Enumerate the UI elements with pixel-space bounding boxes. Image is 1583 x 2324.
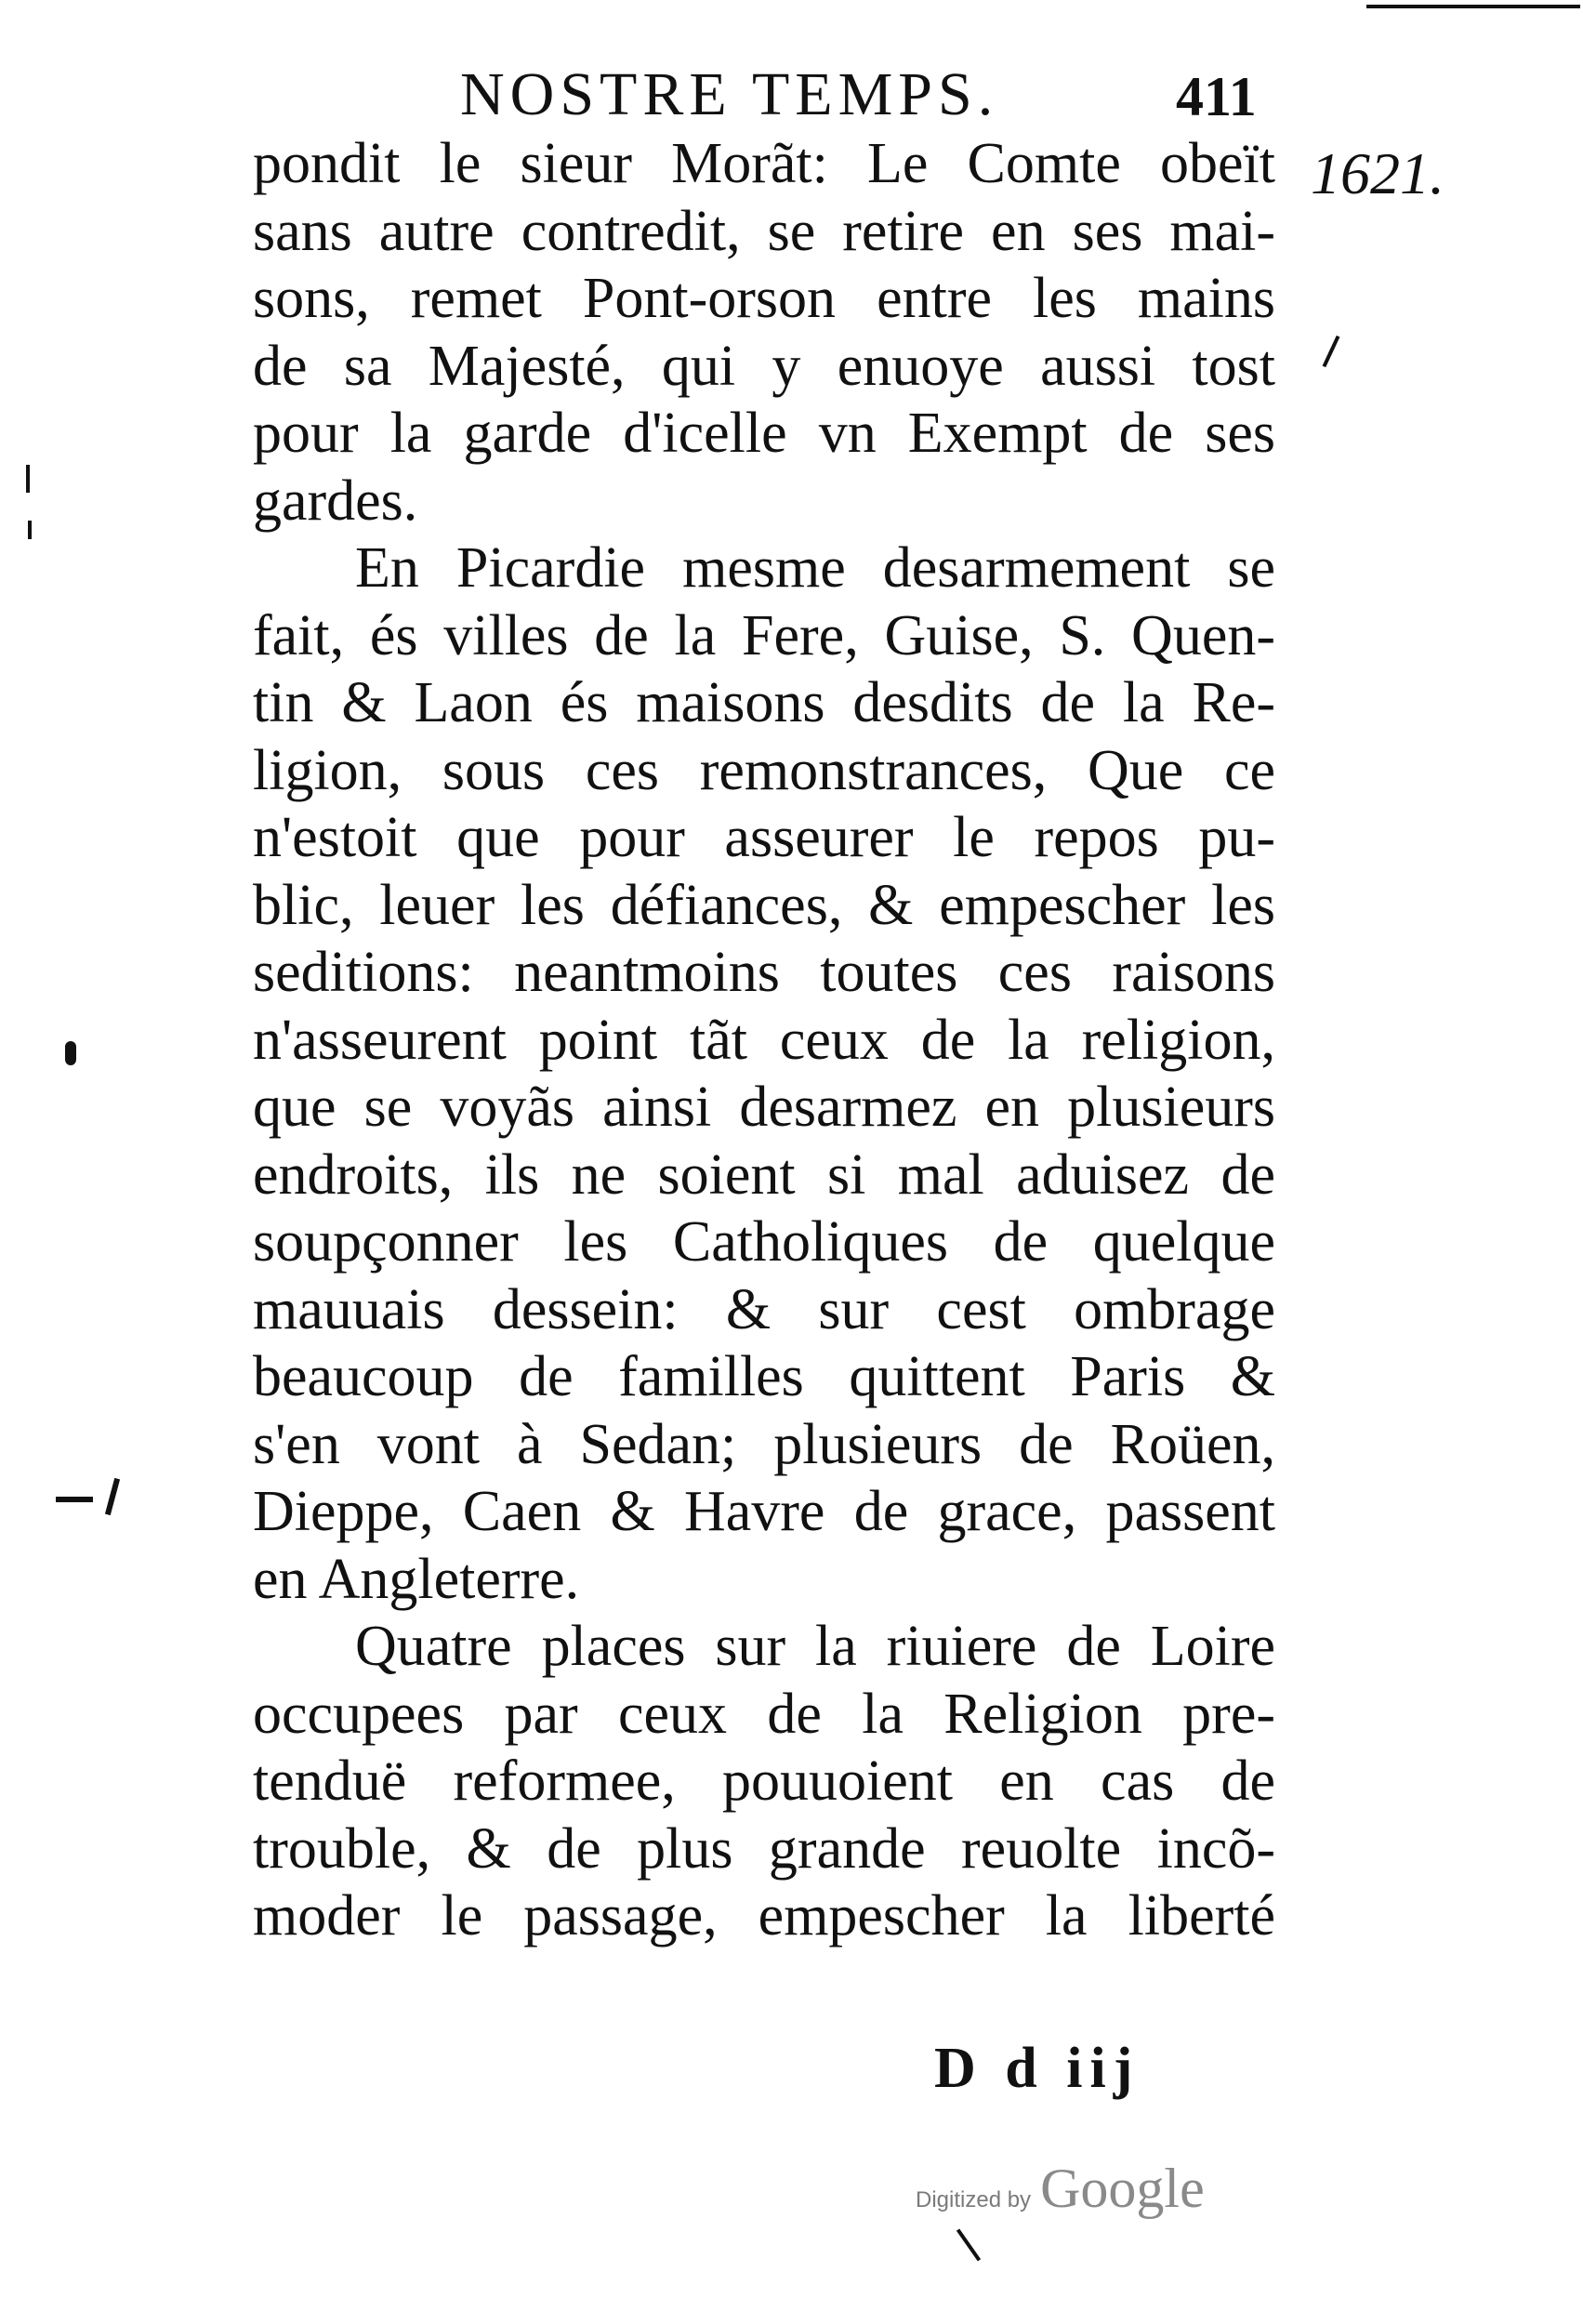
running-title: NOSTRE TEMPS. [460, 60, 999, 128]
text-line: occupees par ceux de la Religion pre- [253, 1682, 1275, 1746]
watermark-prefix: Digitized by [916, 2187, 1032, 2212]
body-text [253, 130, 1275, 1950]
ink-speck [956, 2228, 981, 2261]
text-line: n'asseurent point tãt ceux de la religion, [253, 1008, 1275, 1072]
margin-year-note: 1621. [1311, 140, 1444, 206]
text-line: sons, remet Pont-orson entre les mains [253, 267, 1275, 330]
ink-speck [26, 465, 30, 493]
text-line: mauuais dessein: & sur cest ombrage [253, 1277, 1275, 1341]
text-line: blic, leuer les défiances, & empescher les [253, 873, 1275, 937]
text-line: tenduë reformee, pouuoient en cas de [253, 1750, 1275, 1813]
text-line: pour la garde d'icelle vn Exempt de ses [253, 402, 1275, 465]
google-watermark [916, 2157, 1205, 2221]
ink-speck [56, 1497, 93, 1502]
ink-speck [105, 1478, 120, 1515]
text-line: endroits, ils ne soient si mal aduisez de [253, 1142, 1275, 1207]
text-line: s'en vont à Sedan; plusieurs de Roüen, [253, 1412, 1275, 1476]
text-line: beaucoup de familles quittent Paris & [253, 1345, 1275, 1408]
text-line: sans autre contredit, se retire en ses mai- [253, 199, 1275, 263]
ink-speck [65, 1041, 76, 1065]
text-line: moder le passage, empescher la liberté [253, 1884, 1275, 1948]
text-line: seditions: neantmoins toutes ces raisons [253, 941, 1275, 1004]
text-line: que se voyãs ainsi desarmez en plusieurs [253, 1076, 1275, 1139]
page-number: 411 [1176, 66, 1257, 127]
ink-speck [1366, 5, 1580, 8]
signature-mark: D d iij [934, 2037, 1141, 2100]
text-line: trouble, & de plus grande reuolte incõ- [253, 1816, 1275, 1881]
text-line: fait, és villes de la Fere, Guise, S. Quen- [253, 603, 1275, 667]
ink-speck [28, 521, 32, 539]
text-line: gardes. [253, 469, 418, 533]
watermark-brand: Google [1040, 2158, 1205, 2219]
text-line: de sa Majesté, qui y enuoye aussi tost [253, 334, 1275, 398]
text-line: tin & Laon és maisons desdits de la Re- [253, 671, 1275, 734]
text-line: en Angleterre. [253, 1547, 580, 1611]
ink-speck [1323, 336, 1340, 367]
text-line: ligion, sous ces remonstrances, Que ce [253, 738, 1275, 802]
text-line: Dieppe, Caen & Havre de grace, passent [253, 1480, 1275, 1543]
text-line: n'estoit que pour asseurer le repos pu- [253, 806, 1275, 869]
text-line: En Picardie mesme desarmement se [355, 536, 1275, 600]
text-line: soupçonner les Catholiques de quelque [253, 1210, 1275, 1274]
text-line: Quatre places sur la riuiere de Loire [355, 1615, 1275, 1678]
text-line: pondit le sieur Morãt: Le Comte obeït [253, 132, 1275, 195]
